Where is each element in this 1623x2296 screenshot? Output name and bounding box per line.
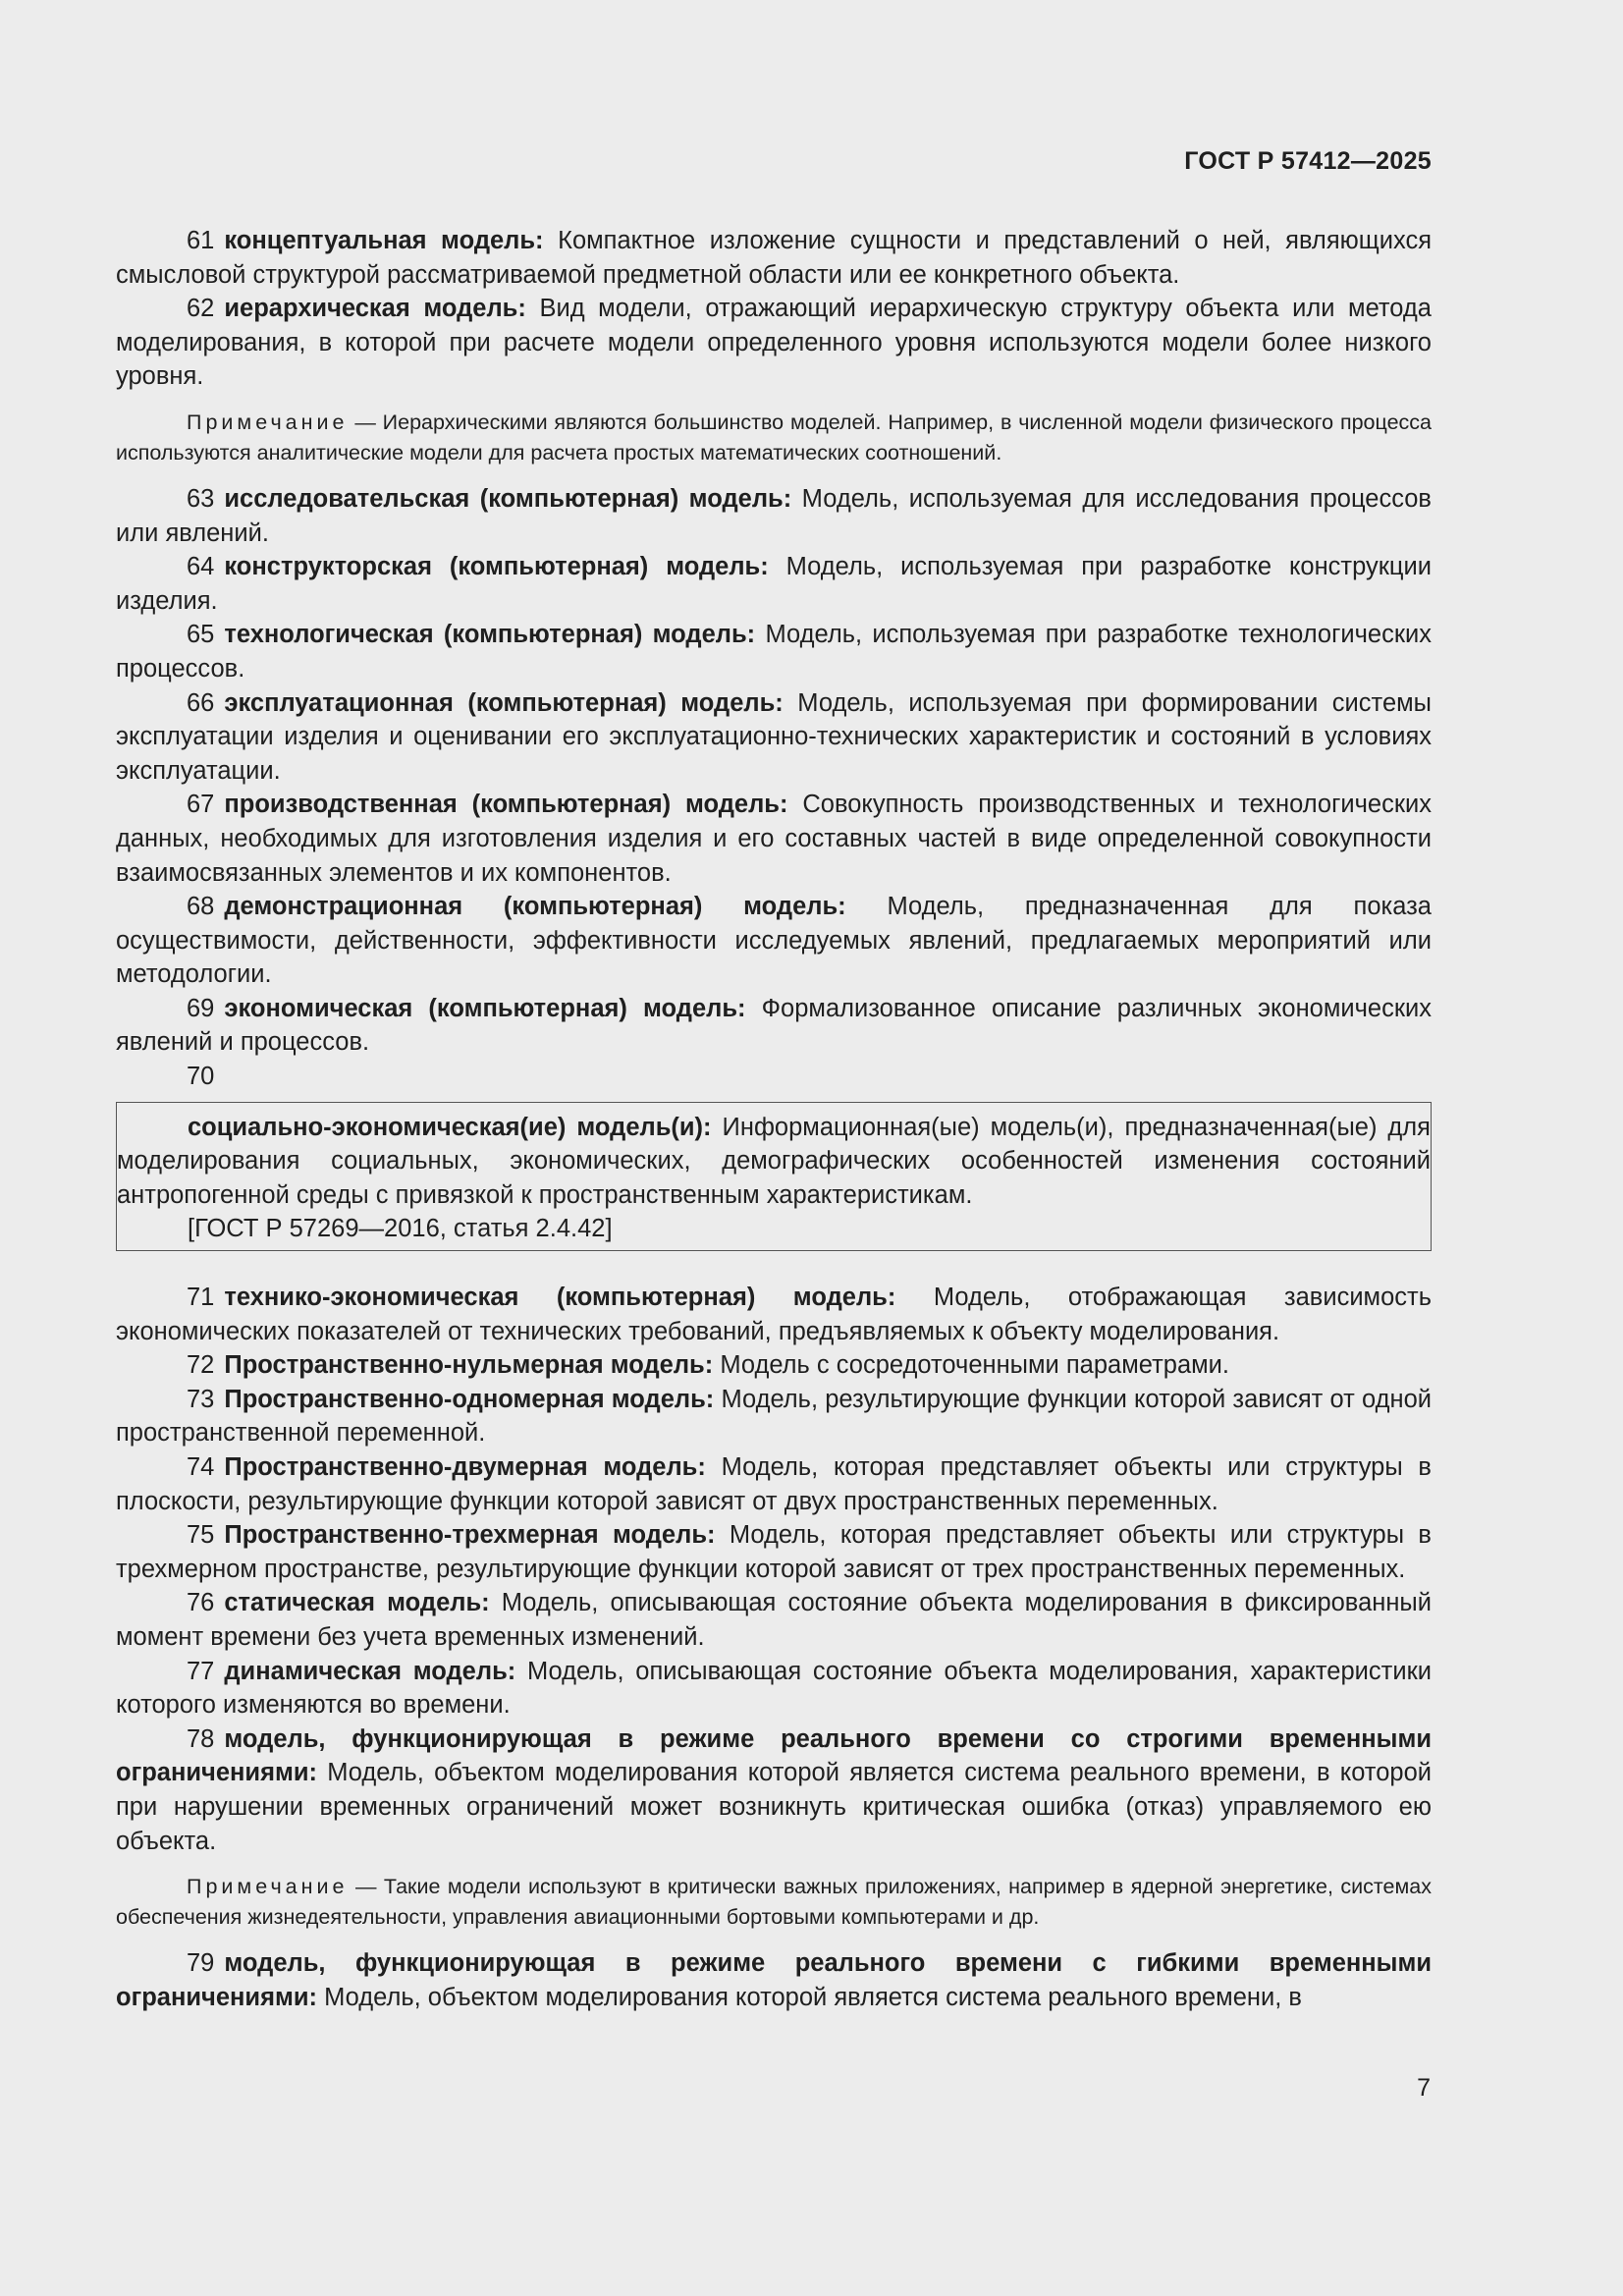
term-75 bbox=[116, 1518, 1432, 1586]
term-title: модель, функционирующая в режиме реального времени со строгими временными ограничениями: bbox=[116, 1724, 1432, 1787]
page-number: 7 bbox=[1417, 2074, 1431, 2102]
term-title: Пространственно-двумерная модель: bbox=[224, 1453, 706, 1481]
term-71 bbox=[116, 1281, 1432, 1348]
term-title: технологическая (компьютерная) модель: bbox=[224, 621, 756, 649]
note-label: Примечание bbox=[187, 410, 349, 434]
term-definition: Модель, предназначенная для показа осуществимости, действенности, эффективности исследуемых явлений, предлагаемых мероприятий или методологии. bbox=[116, 893, 1432, 989]
term-number: 66 bbox=[187, 688, 215, 717]
term-number: 73 bbox=[187, 1385, 215, 1413]
term-number: 67 bbox=[187, 791, 215, 819]
note-hierarchical bbox=[116, 408, 1432, 468]
term-title: социально-экономическая(ие) модель(и): bbox=[188, 1113, 712, 1141]
term-72 bbox=[116, 1348, 1432, 1383]
term-definition: Модель, используемая при формировании системы эксплуатации изделия и оценивании его эксплуатационно-технических характеристик и состояний в условиях эксплуатации. bbox=[116, 688, 1432, 785]
term-70 bbox=[117, 1111, 1431, 1213]
term-definition: Модель, отображающая зависимость экономических показателей от технических требований, предъявляемых к объекту моделирования. bbox=[116, 1284, 1432, 1345]
term-61 bbox=[116, 224, 1432, 292]
term-67 bbox=[116, 788, 1432, 890]
term-title: динамическая модель: bbox=[224, 1657, 516, 1685]
term-title: статическая модель: bbox=[224, 1589, 490, 1617]
source-reference: [ГОСТ Р 57269—2016, статья 2.4.42] bbox=[188, 1215, 613, 1243]
term-title: иерархическая модель: bbox=[224, 295, 526, 323]
term-number: 78 bbox=[187, 1724, 215, 1753]
term-number: 70 bbox=[187, 1063, 215, 1091]
term-definition: Модель, объектом моделирования которой является система реального времени, в bbox=[324, 1983, 1302, 2011]
term-77 bbox=[116, 1655, 1432, 1722]
term-definition: Информационная(ые) модель(и), предназначенная(ые) для моделирования социальных, экономических, демографических особенностей изменения состояний антропогенной среды с привязкой к пространственным характеристикам. bbox=[117, 1113, 1431, 1209]
term-62 bbox=[116, 292, 1432, 394]
term-definition: Формализованное описание различных экономических явлений и процессов. bbox=[116, 994, 1432, 1057]
term-title: Пространственно-трехмерная модель: bbox=[224, 1521, 716, 1550]
term-number: 71 bbox=[187, 1284, 215, 1312]
term-number: 76 bbox=[187, 1589, 215, 1617]
term-number: 75 bbox=[187, 1521, 215, 1550]
term-title: исследовательская (компьютерная) модель: bbox=[224, 484, 792, 513]
term-number: 79 bbox=[187, 1949, 215, 1978]
term-definition: Модель с сосредоточенными параметрами. bbox=[720, 1351, 1229, 1380]
term-number: 64 bbox=[187, 553, 215, 581]
note-text: — Иерархическими являются большинство моделей. Например, в численной модели физического процесса используются аналитические модели для расчета простых математических соотношений. bbox=[116, 410, 1432, 465]
term-68 bbox=[116, 890, 1432, 992]
note-realtime bbox=[116, 1872, 1432, 1933]
term-definition: Модель, результирующие функции которой зависят от одной пространственной переменной. bbox=[116, 1385, 1432, 1448]
document-id-header: ГОСТ Р 57412—2025 bbox=[1184, 147, 1432, 175]
term-69 bbox=[116, 992, 1432, 1060]
term-definition: Модель, описывающая состояние объекта моделирования в фиксированный момент времени без учета временных изменений. bbox=[116, 1589, 1432, 1651]
term-76 bbox=[116, 1586, 1432, 1654]
term-title: экономическая (компьютерная) модель: bbox=[224, 994, 746, 1022]
cited-definition-box bbox=[116, 1102, 1432, 1251]
term-definition: Совокупность производственных и технологических данных, необходимых для изготовления изделия и его составных частей в виде определенной совокупности взаимосвязанных элементов и их компонентов. bbox=[116, 791, 1432, 887]
term-number: 68 bbox=[187, 893, 215, 921]
term-title: концептуальная модель: bbox=[224, 227, 544, 254]
term-title: эксплуатационная (компьютерная) модель: bbox=[224, 688, 784, 717]
term-definition: Модель, которая представляет объекты или структуры в плоскости, результирующие функции которой зависят от двух пространственных переменных. bbox=[116, 1453, 1432, 1515]
term-title: технико-экономическая (компьютерная) модель: bbox=[224, 1284, 896, 1312]
term-70-number bbox=[116, 1060, 1432, 1094]
term-number: 72 bbox=[187, 1351, 215, 1380]
term-title: производственная (компьютерная) модель: bbox=[224, 791, 788, 819]
term-number: 65 bbox=[187, 621, 215, 649]
term-number: 61 bbox=[187, 227, 215, 254]
term-63 bbox=[116, 482, 1432, 550]
term-66 bbox=[116, 686, 1432, 789]
term-number: 77 bbox=[187, 1657, 215, 1685]
note-text: — Такие модели используют в критически важных приложениях, например в ядерной энергетике, системах обеспечения жизнедеятельности, управления авиационными бортовыми компьютерами и др. bbox=[116, 1875, 1432, 1930]
term-title: конструкторская (компьютерная) модель: bbox=[224, 553, 769, 581]
term-definition: Модель, используемая при разработке конструкции изделия. bbox=[116, 553, 1432, 615]
term-73 bbox=[116, 1383, 1432, 1450]
term-65 bbox=[116, 618, 1432, 685]
term-title: демонстрационная (компьютерная) модель: bbox=[224, 893, 846, 921]
term-number: 62 bbox=[187, 295, 215, 323]
term-number: 74 bbox=[187, 1453, 215, 1481]
term-number: 63 bbox=[187, 484, 215, 513]
term-definition: Модель, которая представляет объекты или структуры в трехмерном пространстве, результирующие функции которой зависят от трех пространственных переменных. bbox=[116, 1521, 1432, 1583]
term-number: 69 bbox=[187, 994, 215, 1022]
document-body bbox=[116, 224, 1432, 2014]
term-definition: Модель, описывающая состояние объекта моделирования, характеристики которого изменяются во времени. bbox=[116, 1657, 1432, 1720]
term-title: Пространственно-нульмерная модель: bbox=[224, 1351, 714, 1380]
term-definition: Модель, используемая для исследования процессов или явлений. bbox=[116, 484, 1432, 547]
term-definition: Модель, объектом моделирования которой является система реального времени, в которой при нарушении временных ограничений может возникнуть критическая ошибка (отказ) управляемого ею объекта. bbox=[116, 1759, 1432, 1855]
term-78 bbox=[116, 1722, 1432, 1858]
term-64 bbox=[116, 550, 1432, 618]
term-definition: Модель, используемая при разработке технологических процессов. bbox=[116, 621, 1432, 683]
term-74 bbox=[116, 1450, 1432, 1518]
term-definition: Вид модели, отражающий иерархическую структуру объекта или метода моделирования, в которой при расчете модели определенного уровня используются модели более низкого уровня. bbox=[116, 295, 1432, 391]
note-label: Примечание bbox=[187, 1875, 349, 1899]
term-title: модель, функционирующая в режиме реального времени с гибкими временными ограничениями: bbox=[116, 1949, 1432, 2011]
term-definition: Компактное изложение сущности и представлений о ней, являющихся смысловой структурой рассматриваемой предметной области или ее конкретного объекта. bbox=[116, 227, 1432, 289]
term-title: Пространственно-одномерная модель: bbox=[224, 1385, 715, 1413]
term-79 bbox=[116, 1946, 1432, 2014]
